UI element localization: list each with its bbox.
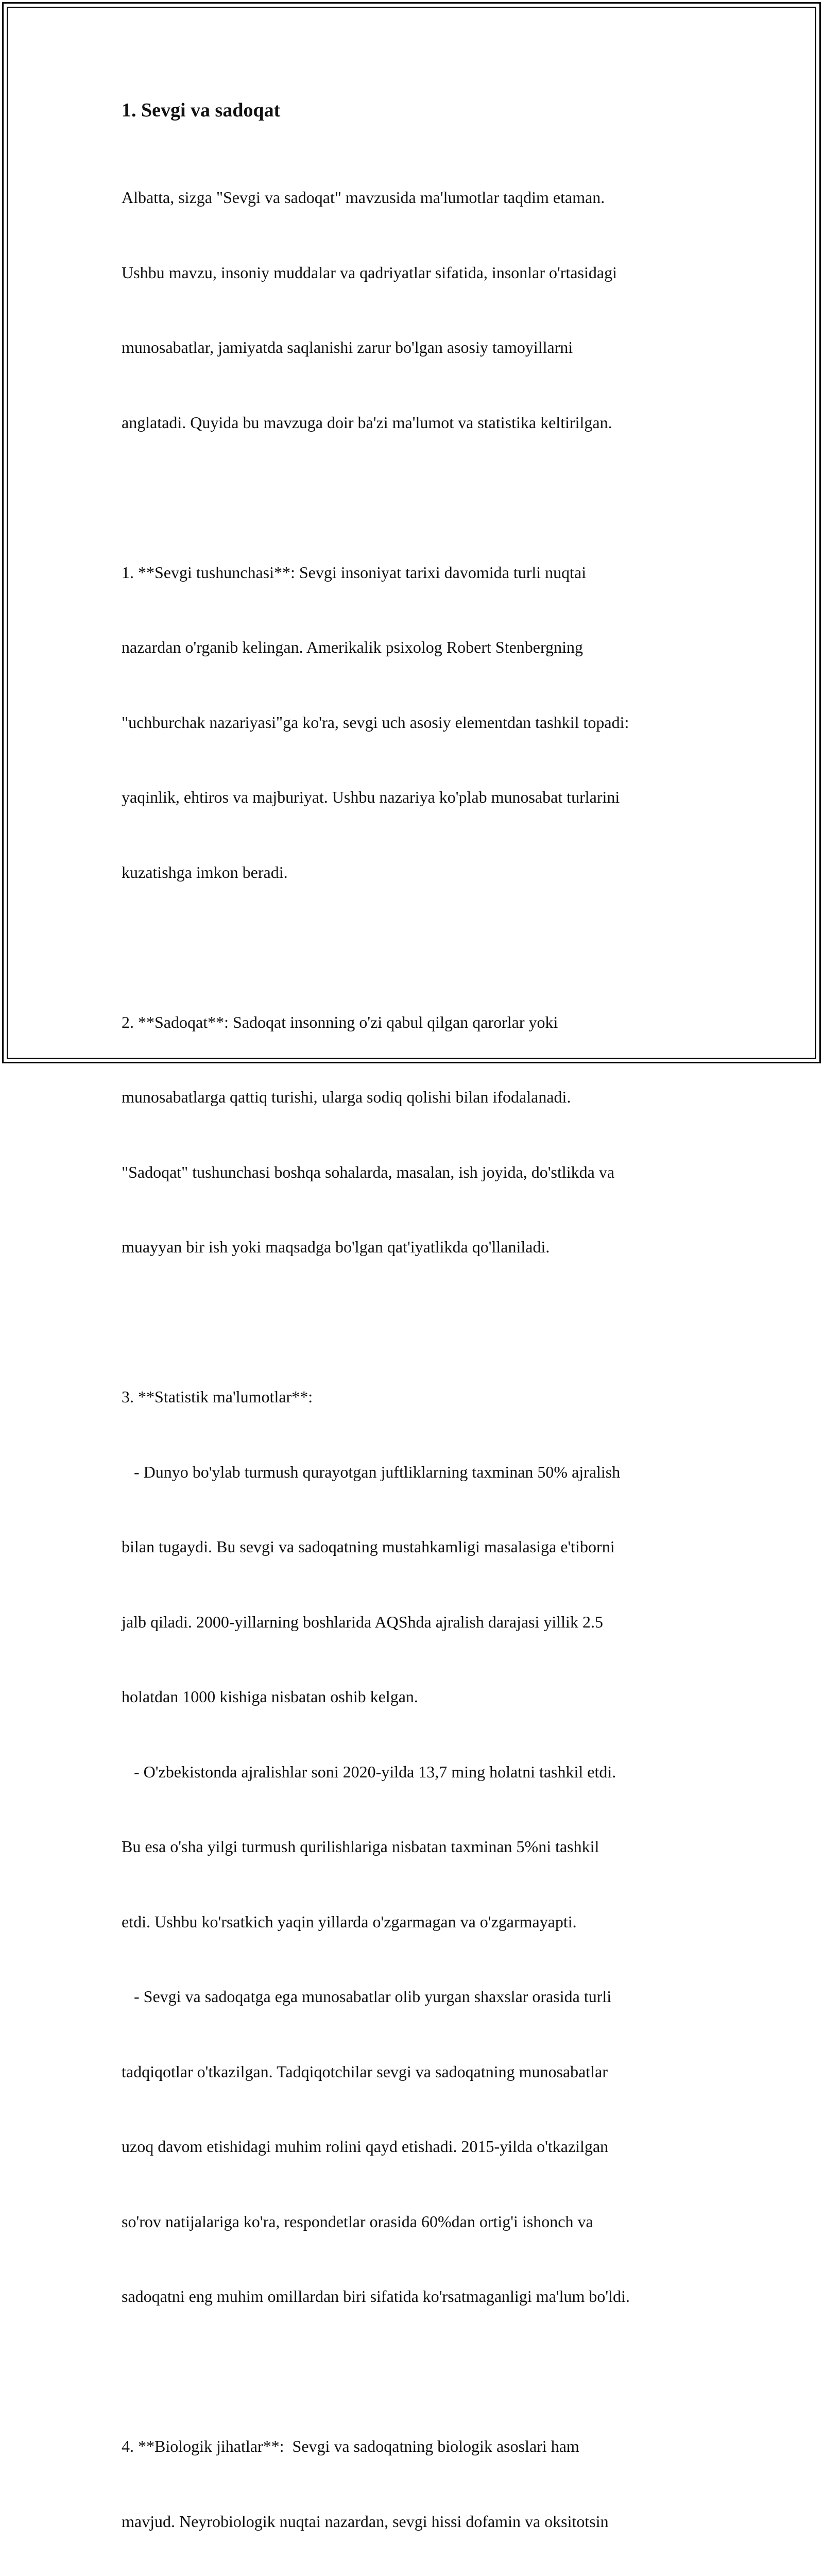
- text-line: bilan tugaydi. Bu sevgi va sadoqatning mustahkamligi masalasiga e'tiborni: [122, 1537, 615, 1556]
- text-line: - O'zbekistonda ajralishlar soni 2020-yilda 13,7 ming holatni tashkil etdi.: [122, 1762, 616, 1781]
- paragraph-statistik: [122, 1334, 719, 2359]
- text-line: so'rov natijalariga ko'ra, respondetlar orasida 60%dan ortig'i ishonch va: [122, 2212, 593, 2231]
- text-line: anglatadi. Quyida bu mavzuga doir ba'zi ma'lumot va statistika keltirilgan.: [122, 413, 612, 432]
- text-line: nazardan o'rganib kelingan. Amerikalik psixolog Robert Stenbergning: [122, 638, 583, 656]
- paragraph-sevgi-tushunchasi: [122, 510, 719, 935]
- text-line: Bu esa o'sha yilgi turmush qurilishlariga nisbatan taxminan 5%ni tashkil: [122, 1837, 599, 1856]
- text-line: sadoqatni eng muhim omillardan biri sifatida ko'rsatmaganligi ma'lum bo'ldi.: [122, 2287, 630, 2306]
- text-line: mavjud. Neyrobiologik nuqtai nazardan, sevgi hissi dofamin va oksitotsin: [122, 2512, 609, 2531]
- text-line: jalb qiladi. 2000-yillarning boshlarida AQShda ajralish darajasi yillik 2.5: [122, 1612, 603, 1631]
- text-line: tadqiqotlar o'tkazilgan. Tadqiqotchilar sevgi va sadoqatning munosabatlar: [122, 2062, 608, 2081]
- text-line: - Sevgi va sadoqatga ega munosabatlar olib yurgan shaxslar orasida turli: [122, 1987, 612, 2006]
- text-line: Albatta, sizga "Sevgi va sadoqat" mavzusida ma'lumotlar taqdim etaman.: [122, 188, 605, 207]
- text-line: 2. **Sadoqat**: Sadoqat insonning o'zi qabul qilgan qarorlar yoki: [122, 1012, 558, 1031]
- text-line: Ushbu mavzu, insoniy muddalar va qadriyatlar sifatida, insonlar o'rtasidagi: [122, 263, 617, 282]
- paragraph-intro: [122, 135, 719, 485]
- text-line: - Dunyo bo'ylab turmush qurayotgan juftliklarning taxminan 50% ajralish: [122, 1462, 621, 1481]
- paragraph-biologik: [122, 2384, 719, 2576]
- document-title: 1. Sevgi va sadoqat: [122, 99, 281, 121]
- text-line: munosabatlar, jamiyatda saqlanishi zarur bo'lgan asosiy tamoyillarni: [122, 338, 573, 357]
- text-line: munosabatlarga qattiq turishi, ularga sodiq qolishi bilan ifodalanadi.: [122, 1088, 571, 1106]
- text-line: etdi. Ushbu ko'rsatkich yaqin yillarda o'zgarmagan va o'zgarmayapti.: [122, 1912, 577, 1931]
- text-line: 1. **Sevgi tushunchasi**: Sevgi insoniyat tarixi davomida turli nuqtai: [122, 563, 587, 582]
- text-line: yaqinlik, ehtiros va majburiyat. Ushbu nazariya ko'plab munosabat turlarini: [122, 788, 620, 806]
- text-line: muayyan bir ish yoki maqsadga bo'lgan qat'iyatlikda qo'llaniladi.: [122, 1238, 550, 1256]
- text-line: 4. **Biologik jihatlar**: Sevgi va sadoqatning biologik asoslari ham: [122, 2437, 579, 2455]
- paragraph-sadoqat: [122, 960, 719, 1310]
- text-line: kuzatishga imkon beradi.: [122, 862, 288, 882]
- document-body: [122, 98, 719, 2576]
- text-line: uzoq davom etishidagi muhim rolini qayd etishadi. 2015-yilda o'tkazilgan: [122, 2137, 609, 2156]
- text-line: "uchburchak nazariyasi"ga ko'ra, sevgi uch asosiy elementdan tashkil topadi:: [122, 713, 629, 732]
- text-line: "Sadoqat" tushunchasi boshqa sohalarda, masalan, ish joyida, do'stlikda va: [122, 1162, 615, 1181]
- text-line: 3. **Statistik ma'lumotlar**:: [122, 1387, 313, 1406]
- text-line: holatdan 1000 kishiga nisbatan oshib kelgan.: [122, 1687, 418, 1706]
